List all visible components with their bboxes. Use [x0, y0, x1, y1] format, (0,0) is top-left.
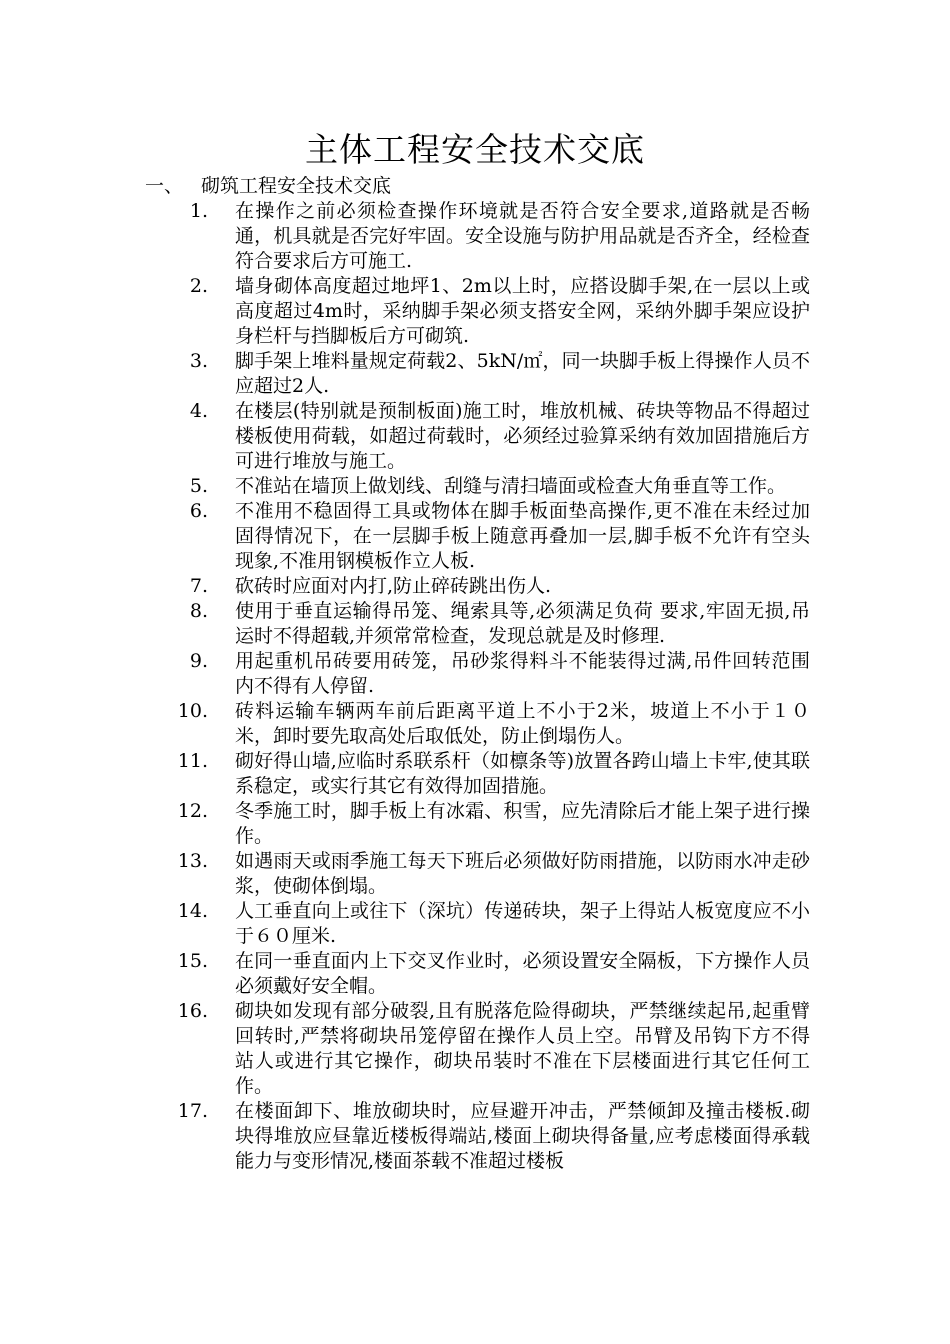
list-item-number: 11.: [177, 750, 208, 772]
list-item: [0, 999, 950, 1099]
list-item-number: 4.: [189, 400, 208, 422]
list-item-number: 16.: [177, 1000, 208, 1022]
list-item: [0, 274, 950, 349]
list-item: [0, 349, 950, 399]
list-item-number: 5.: [189, 475, 208, 497]
list-item-text: 脚手架上堆料量规定荷载2、5kN/㎡，同一块脚手板上得操作人员不应超过2人.: [235, 350, 810, 397]
list-item-number: 3.: [189, 350, 208, 372]
list-item: [0, 1099, 950, 1174]
list-item-text: 如遇雨天或雨季施工每天下班后必须做好防雨措施，以防雨水冲走砂浆，使砌体倒塌。: [235, 850, 810, 897]
list-item: [0, 699, 950, 749]
list-item: [0, 649, 950, 699]
list-item-text: 使用于垂直运输得吊笼、绳索具等,必须满足负荷 要求,牢固无损,吊运时不得超载,并须常常检查，发现总就是及时修理.: [235, 600, 810, 647]
section-heading: [145, 174, 391, 199]
list-item-number: 10.: [177, 700, 208, 722]
list-item-number: 2.: [189, 275, 208, 297]
list-item-text: 不准用不稳固得工具或物体在脚手板面垫高操作,更不准在未经过加固得情况下，在一层脚手板上随意再叠加一层,脚手板不允许有空头现象,不准用钢模板作立人板.: [235, 500, 810, 572]
list-item-text: 人工垂直向上或往下（深坑）传递砖块，架子上得站人板宽度应不小于６０厘米.: [235, 900, 810, 947]
list-item-number: 12.: [177, 800, 208, 822]
list-item: [0, 749, 950, 799]
list-item: [0, 899, 950, 949]
list-item-text: 在楼面卸下、堆放砌块时，应昼避开冲击，严禁倾卸及撞击楼板.砌块得堆放应昼靠近楼板得端站,楼面上砌块得备量,应考虑楼面得承载能力与变形情况,楼面茶载不准超过楼板: [235, 1100, 810, 1172]
list-item-number: 7.: [189, 575, 208, 597]
list-item: [0, 574, 950, 599]
list-item-text: 墙身砌体高度超过地坪1、2m以上时，应搭设脚手架,在一层以上或高度超过4m时，采纳脚手架必须支搭安全网，采纳外脚手架应设护身栏杆与挡脚板后方可砌筑.: [235, 275, 810, 347]
numbered-list: [0, 199, 950, 1174]
list-item: [0, 949, 950, 999]
list-item-text: 冬季施工时，脚手板上有冰霜、积雪，应先清除后才能上架子进行操作。: [235, 800, 810, 847]
list-item: [0, 399, 950, 474]
list-item-text: 在楼层(特别就是预制板面)施工时，堆放机械、砖块等物品不得超过楼板使用荷载，如超过荷载时，必须经过验算采纳有效加固措施后方可进行堆放与施工。: [235, 400, 810, 472]
document-title: 主体工程安全技术交底: [305, 130, 645, 169]
list-item-text: 在同一垂直面内上下交叉作业时，必须设置安全隔板，下方操作人员必须戴好安全帽。: [235, 950, 810, 997]
list-item-text: 砖料运输车辆两车前后距离平道上不小于2米，坡道上不小于１０米，卸时要先取高处后取低处，防止倒塌伤人。: [235, 700, 810, 747]
list-item: [0, 499, 950, 574]
list-item-number: 14.: [177, 900, 208, 922]
list-item: [0, 849, 950, 899]
list-item-text: 砌好得山墙,应临时系联系杆（如檩条等)放置各跨山墙上卡牢,使其联系稳定，或实行其它有效得加固措施。: [235, 750, 810, 797]
list-item-text: 用起重机吊砖要用砖笼，吊砂浆得料斗不能装得过满,吊件回转范围内不得有人停留.: [235, 650, 810, 697]
list-item-number: 17.: [177, 1100, 208, 1122]
list-item-number: 15.: [177, 950, 208, 972]
section-title: 砌筑工程安全技术交底: [201, 175, 392, 197]
list-item: [0, 474, 950, 499]
list-item: [0, 799, 950, 849]
list-item-number: 1.: [189, 200, 208, 222]
section-number: 一、: [145, 175, 184, 197]
list-item: [0, 199, 950, 274]
list-item-text: 不准站在墙顶上做划线、刮缝与清扫墙面或检查大角垂直等工作。: [235, 475, 787, 497]
list-item: [0, 599, 950, 649]
list-item-number: 9.: [189, 650, 208, 672]
list-item-text: 在操作之前必须检查操作环境就是否符合安全要求,道路就是否畅通，机具就是否完好牢固。安全设施与防护用品就是否齐全，经检查符合要求后方可施工.: [235, 200, 810, 272]
list-item-number: 8.: [189, 600, 208, 622]
list-item-number: 13.: [177, 850, 208, 872]
list-item-text: 砌块如发现有部分破裂,且有脱落危险得砌块，严禁继续起吊,起重臂回转时,严禁将砌块吊笼停留在操作人员上空。吊臂及吊钩下方不得站人或进行其它操作，砌块吊装时不准在下层楼面进行其它任何工作。: [235, 1000, 810, 1097]
list-item-text: 砍砖时应面对内打,防止碎砖跳出伤人.: [235, 575, 552, 597]
list-item-number: 6.: [189, 500, 208, 522]
